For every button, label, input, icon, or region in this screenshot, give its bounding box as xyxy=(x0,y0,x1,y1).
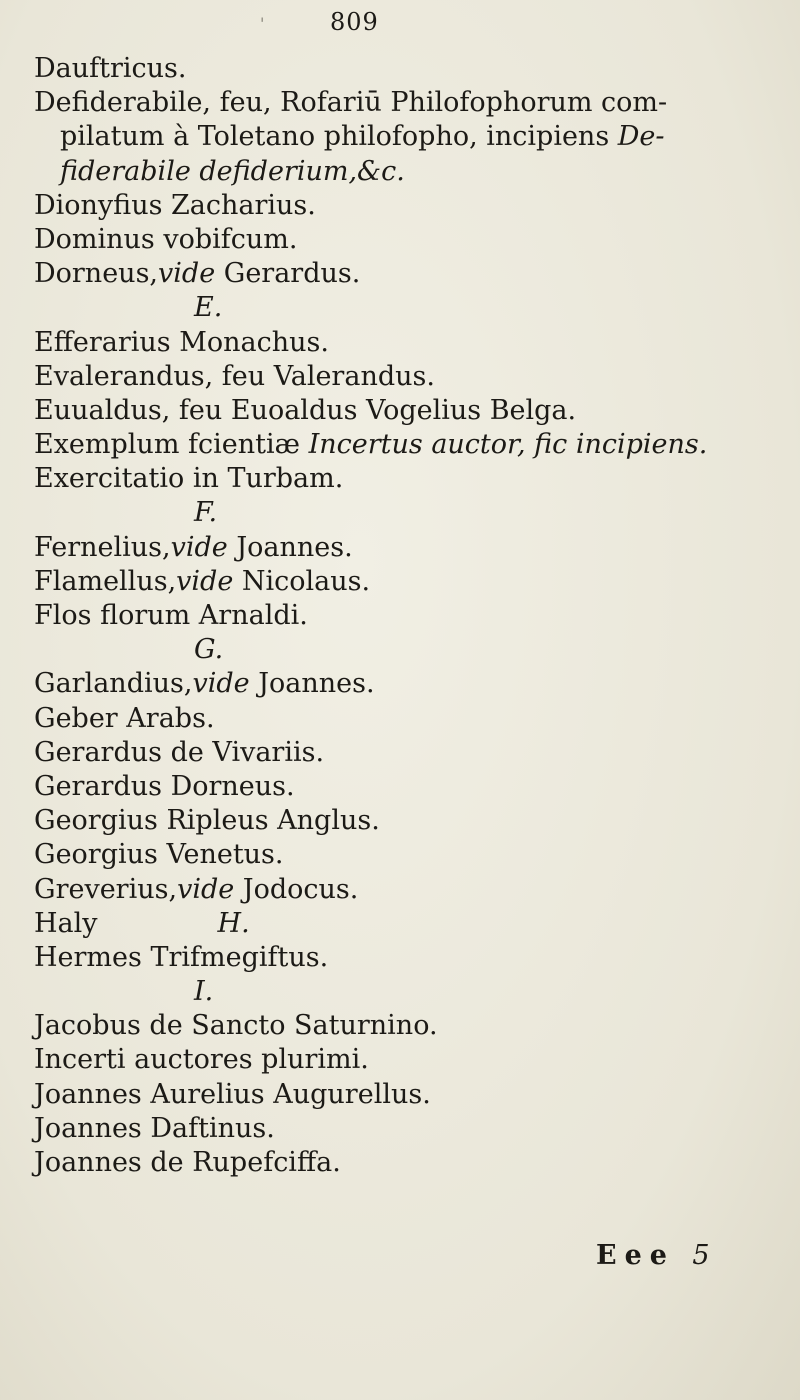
index-entries-list xyxy=(34,52,774,1180)
entry-text: Dorneus, xyxy=(34,258,159,290)
index-entry xyxy=(34,1043,774,1077)
index-entry xyxy=(34,428,774,462)
entry-text: Fernelius, xyxy=(34,531,171,563)
entry-text: Hermes Trifmegiftus. xyxy=(34,941,329,973)
entry-text: Flamellus, xyxy=(34,565,177,597)
entry-text: Flos florum Arnaldi. xyxy=(34,600,308,631)
index-entry xyxy=(34,565,774,599)
margin-tick-mark: ' xyxy=(260,14,265,33)
entry-text: Gerardus Dorneus. xyxy=(34,770,295,802)
section-letter xyxy=(34,975,774,1009)
entry-italic-text: vide xyxy=(158,258,216,290)
entry-after-text: Joannes. xyxy=(227,531,353,563)
index-entry xyxy=(34,667,774,701)
signature-number: 5 xyxy=(692,1240,718,1271)
entry-text: I. xyxy=(194,976,214,1008)
entry-italic-text: vide xyxy=(176,565,234,597)
entry-text: Georgius Ripleus Anglus. xyxy=(34,805,380,837)
index-entry xyxy=(34,189,774,223)
page-number: 809 xyxy=(330,8,379,36)
index-entry xyxy=(34,52,774,86)
index-entry xyxy=(34,873,774,907)
index-entry xyxy=(34,462,774,496)
index-entry xyxy=(34,1009,774,1043)
entry-italic-text: vide xyxy=(192,668,250,700)
entry-text: Jacobus de Sancto Saturnino. xyxy=(34,1010,438,1042)
entry-text: Greverius, xyxy=(34,873,178,905)
index-entry xyxy=(34,223,774,257)
entry-after-text: Jodocus. xyxy=(234,873,359,905)
entry-text: Joannes de Rupefciffa. xyxy=(34,1147,341,1178)
index-entry xyxy=(34,599,774,633)
entry-text: G. xyxy=(194,634,224,666)
entry-text: Dionyfius Zacharius. xyxy=(34,189,316,221)
section-letter xyxy=(34,633,774,667)
index-entry xyxy=(34,1146,774,1180)
entry-text: Exercitatio in Turbam. xyxy=(34,463,344,495)
entry-italic-text: fiderabile defiderium,&c. xyxy=(60,155,405,187)
entry-after-text: Joannes. xyxy=(249,668,375,700)
index-entry xyxy=(34,120,774,154)
index-entry xyxy=(34,86,774,120)
entry-italic-text: De- xyxy=(617,121,665,153)
entry-after-text: Gerardus. xyxy=(215,258,361,290)
signature-mark: Eee xyxy=(596,1240,675,1271)
index-entry xyxy=(34,257,774,291)
index-entry xyxy=(34,1112,774,1146)
entry-text: Joannes Daftinus. xyxy=(34,1112,275,1144)
entry-text: Defiderabile, feu, Rofariū Philofophorum com- xyxy=(34,87,668,119)
entry-text: Dominus vobifcum. xyxy=(34,223,298,255)
entry-text: Efferarius Monachus. xyxy=(34,326,329,358)
index-entry xyxy=(34,770,774,804)
index-entry xyxy=(34,155,774,189)
entry-text: Gerardus de Vivariis. xyxy=(34,736,325,768)
entry-text: Geber Arabs. xyxy=(34,702,215,734)
index-entry xyxy=(34,326,774,360)
section-letter-inline: H. xyxy=(217,907,250,939)
index-entry xyxy=(34,394,774,428)
entry-text: pilatum à Toletano philofopho, incipiens xyxy=(60,121,618,153)
entry-text: Evalerandus, feu Valerandus. xyxy=(34,360,435,392)
entry-text: Euualdus, feu Euoaldus Vogelius Belga. xyxy=(34,394,577,426)
section-letter xyxy=(34,291,774,325)
index-entry xyxy=(34,360,774,394)
entry-text: Incerti auctores plurimi. xyxy=(34,1044,369,1076)
entry-italic-text: vide xyxy=(170,531,228,563)
entry-italic-text: Incertus auctor, fic incipiens. xyxy=(308,429,708,461)
entry-text: Dauftricus. xyxy=(34,53,187,84)
entry-text: F. xyxy=(194,497,218,529)
entry-italic-text: vide xyxy=(177,873,235,905)
entry-text: E. xyxy=(194,292,223,324)
entry-text: Haly xyxy=(34,907,98,939)
index-entry xyxy=(34,941,774,975)
section-letter xyxy=(34,496,774,530)
entry-text: Exemplum fcientiæ xyxy=(34,429,309,461)
index-entry xyxy=(34,838,774,872)
index-entry xyxy=(34,736,774,770)
index-entry xyxy=(34,907,774,941)
index-entry xyxy=(34,702,774,736)
index-entry xyxy=(34,531,774,565)
printer-signature xyxy=(596,1240,718,1271)
entry-text: Joannes Aurelius Augurellus. xyxy=(34,1078,431,1110)
entry-text: Georgius Venetus. xyxy=(34,839,284,871)
entry-text: Garlandius, xyxy=(34,668,193,700)
entry-after-text: Nicolaus. xyxy=(233,565,371,597)
index-entry xyxy=(34,804,774,838)
index-entry xyxy=(34,1078,774,1112)
